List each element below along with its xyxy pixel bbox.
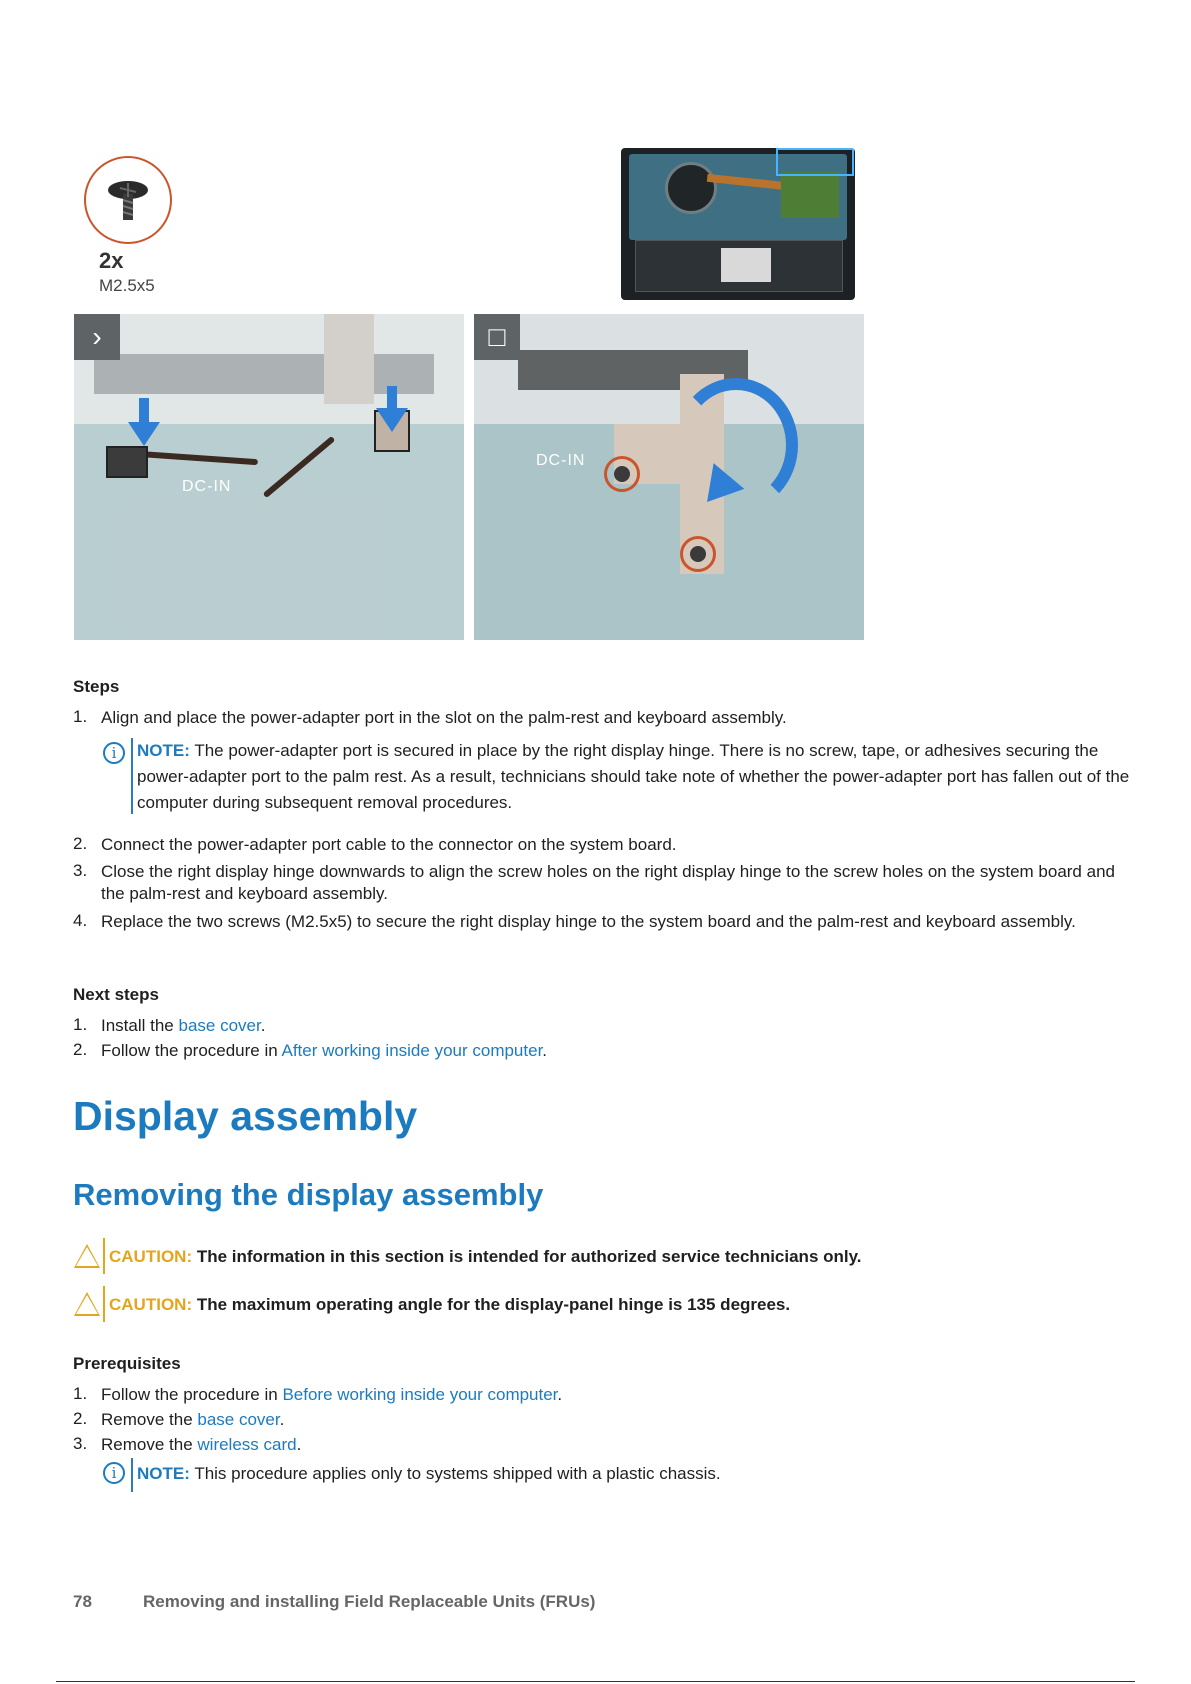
next-step-number: 1.: [73, 1015, 88, 1034]
before-working-link[interactable]: Before working inside your computer: [282, 1385, 558, 1404]
note-content: [137, 1463, 1137, 1485]
caution-text: The maximum operating angle for the display-panel hinge is 135 degrees.: [196, 1295, 791, 1314]
base-cover-link[interactable]: base cover: [197, 1410, 280, 1429]
note-content: [137, 738, 1137, 816]
arrow-down-icon: [139, 398, 149, 424]
caution-divider: [103, 1286, 105, 1322]
text-segment: Remove the: [101, 1410, 198, 1429]
dc-in-label-2: DC-IN: [536, 452, 586, 469]
text-segment: .: [296, 1435, 302, 1454]
step-number: 3.: [73, 861, 88, 880]
highlight-box: [776, 148, 854, 176]
screw-location-2: [680, 536, 716, 572]
step-image-close-hinge: [474, 314, 864, 640]
base-cover-link[interactable]: base cover: [178, 1016, 261, 1035]
section-subtitle: Removing the display assembly: [73, 1177, 544, 1212]
next-step-text: [101, 1015, 1116, 1037]
screw-location-1: [604, 456, 640, 492]
caution-text: The information in this section is intended for authorized service technicians only.: [196, 1247, 862, 1266]
note-box: [103, 1458, 1133, 1492]
note-label: NOTE:: [137, 1464, 190, 1483]
next-step-number: 2.: [73, 1040, 88, 1059]
text-segment: Follow the procedure in: [101, 1041, 282, 1060]
step-text: Align and place the power-adapter port in the slot on the palm-rest and keyboard assembly.: [101, 708, 787, 727]
step-number: 1.: [73, 707, 88, 726]
screw-icon: [84, 156, 172, 244]
info-icon: i: [103, 1462, 125, 1484]
warning-triangle-icon: [74, 1244, 100, 1268]
step-text: Close the right display hinge downwards to align the screw holes on the right display hinge to the screw holes on the system board and the palm-rest and keyboard assembly.: [101, 862, 1115, 903]
text-segment: .: [260, 1016, 266, 1035]
prereq-number: 2.: [73, 1409, 88, 1428]
text-segment: Install the: [101, 1016, 179, 1035]
screw-quantity: 2x: [99, 248, 124, 273]
prereq-text: [101, 1434, 1116, 1456]
text-segment: .: [542, 1041, 548, 1060]
screw-size-label: M2.5x5: [99, 276, 155, 295]
text-segment: Follow the procedure in: [101, 1385, 283, 1404]
step-image-connect-cable: [74, 314, 464, 640]
step-number: 2.: [73, 834, 88, 853]
prereq-text: [101, 1384, 1116, 1406]
text-segment: .: [557, 1385, 563, 1404]
step-text: Replace the two screws (M2.5x5) to secure the right display hinge to the system board and the palm-rest and keyboard assembly.: [101, 912, 1076, 931]
warning-triangle-icon: [74, 1292, 100, 1316]
section-title: Display assembly: [73, 1093, 418, 1139]
step-text: Connect the power-adapter port cable to the connector on the system board.: [101, 835, 677, 854]
caution-content: [109, 1246, 1119, 1268]
note-text: This procedure applies only to systems shipped with a plastic chassis.: [194, 1464, 721, 1483]
prereq-text: [101, 1409, 1116, 1431]
note-divider: [131, 1458, 133, 1492]
note-box: [103, 738, 1133, 816]
note-text: The power-adapter port is secured in place by the right display hinge. There is no screw, tape, or adhesives securing the power-adapter port to the palm rest. As a result, technicians should take note of whether the power-adapter port has fallen out of the computer during subsequent removal procedures.: [137, 741, 1130, 812]
next-step-text: [101, 1040, 1116, 1062]
prereq-number: 1.: [73, 1384, 88, 1403]
text-segment: .: [279, 1410, 285, 1429]
note-label: NOTE:: [137, 741, 190, 760]
caution-label: CAUTION:: [109, 1247, 193, 1266]
caution-label: CAUTION:: [109, 1295, 193, 1314]
caution-content: [109, 1294, 1119, 1316]
text-segment: Remove the: [101, 1435, 198, 1454]
caution-box: [74, 1286, 1124, 1326]
footer-rule: [56, 1681, 1135, 1682]
caution-divider: [103, 1238, 105, 1274]
after-working-link[interactable]: After working inside your computer: [281, 1041, 543, 1060]
caution-box: [74, 1238, 1124, 1278]
dc-in-label: DC-IN: [182, 478, 232, 495]
prereq-number: 3.: [73, 1434, 88, 1453]
info-icon: i: [103, 742, 125, 764]
note-divider: [131, 738, 133, 814]
step-badge-next: ›: [74, 314, 120, 360]
chapter-title: Removing and installing Field Replaceable Units (FRUs): [143, 1592, 596, 1611]
step-badge-stop: □: [474, 314, 520, 360]
steps-heading: Steps: [73, 677, 120, 696]
next-steps-heading: Next steps: [73, 985, 159, 1004]
step-number: 4.: [73, 911, 88, 930]
laptop-overview-image: [621, 148, 855, 300]
prerequisites-heading: Prerequisites: [73, 1354, 181, 1373]
page-number: 78: [73, 1592, 92, 1611]
wireless-card-link[interactable]: wireless card: [197, 1435, 297, 1454]
